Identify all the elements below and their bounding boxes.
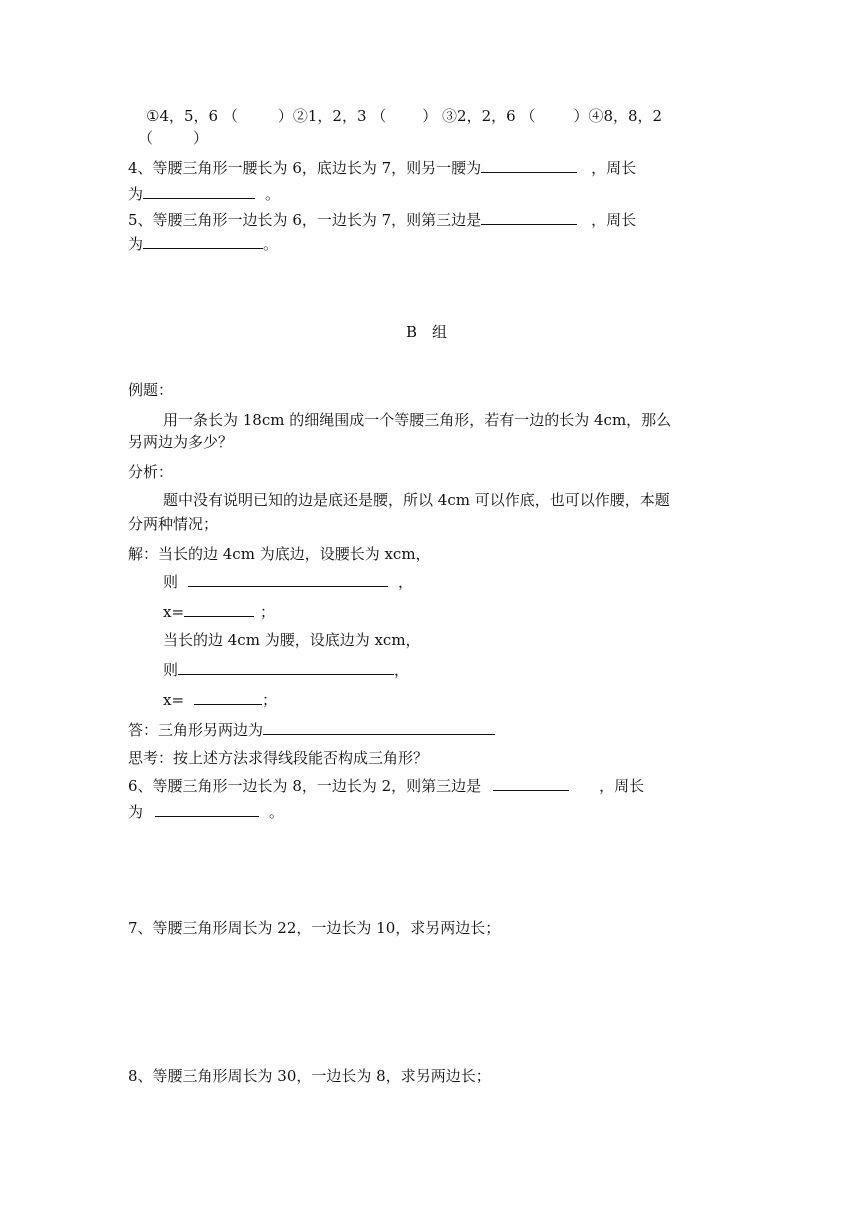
solution-text: 则 xyxy=(163,573,179,591)
answer-blank[interactable] xyxy=(143,234,263,249)
solution-x-2 xyxy=(163,690,277,710)
solution-text: x= xyxy=(163,691,185,709)
solution-text: 则 xyxy=(163,661,179,679)
options-row xyxy=(146,106,662,126)
question-text: ，周长 xyxy=(591,159,637,177)
equation-blank[interactable] xyxy=(188,572,388,587)
example-label: 例题： xyxy=(128,381,174,399)
question-8: 8、等腰三角形周长为 30，一边长为 8，求另两边长； xyxy=(128,1067,491,1085)
question-6 xyxy=(128,776,644,796)
answer-blank[interactable] xyxy=(481,158,577,173)
question-5-cont xyxy=(128,234,278,254)
x-blank[interactable] xyxy=(194,690,262,705)
question-text: 为 xyxy=(128,185,144,203)
question-text: 4、等腰三角形一腰长为 6，底边长为 7，则另一腰为 xyxy=(128,159,482,177)
answer-blank[interactable] xyxy=(155,802,259,817)
solution-text: ； xyxy=(262,691,278,709)
option-text: ①4，5，6 （ xyxy=(146,107,238,125)
think-line: 思考：按上述方法求得线段能否构成三角形？ xyxy=(128,749,429,767)
option-text: ）④8，8，2 xyxy=(573,107,663,125)
question-text: 。 xyxy=(269,803,285,821)
section-heading: B 组 xyxy=(406,323,448,341)
solution-text: ； xyxy=(260,603,276,621)
x-blank[interactable] xyxy=(184,602,254,617)
question-text: ，周长 xyxy=(599,777,645,795)
example-text: 用一条长为 18cm 的细绳围成一个等腰三角形，若有一边的长为 4cm，那么 xyxy=(163,411,672,429)
question-4-cont xyxy=(128,184,280,204)
question-5 xyxy=(128,210,636,230)
answer-blank[interactable] xyxy=(263,720,495,735)
solution-text: x= xyxy=(163,603,185,621)
question-text: 为 xyxy=(128,235,144,253)
solution-line: 解：当长的边 4cm 为底边，设腰长为 xcm， xyxy=(128,545,431,563)
solution-x-1 xyxy=(163,602,275,622)
question-text: 为 xyxy=(128,803,144,821)
option-paren: （ xyxy=(138,129,154,147)
analysis-label: 分析： xyxy=(128,463,174,481)
answer-text: 答：三角形另两边为 xyxy=(128,721,264,739)
solution-text: ， xyxy=(398,573,414,591)
options-row-wrap xyxy=(138,128,208,148)
example-text-cont: 另两边为多少？ xyxy=(128,433,234,451)
analysis-text-cont: 分两种情况； xyxy=(128,515,219,533)
question-text: ，周长 xyxy=(591,211,637,229)
question-6-cont xyxy=(128,802,284,822)
question-text: 6、等腰三角形一边长为 8，一边长为 2，则第三边是 xyxy=(128,777,482,795)
answer-line xyxy=(128,720,495,740)
question-4 xyxy=(128,158,636,178)
option-text: ） ③2，2，6 （ xyxy=(422,107,536,125)
answer-blank[interactable] xyxy=(143,184,255,199)
solution-equation-1 xyxy=(163,572,413,592)
solution-line-2: 当长的边 4cm 为腰，设底边为 xcm， xyxy=(163,631,421,649)
option-paren: ） xyxy=(193,129,209,147)
analysis-text: 题中没有说明已知的边是底还是腰，所以 4cm 可以作底，也可以作腰，本题 xyxy=(163,491,670,509)
solution-text: ， xyxy=(394,661,410,679)
solution-equation-2 xyxy=(163,660,409,680)
question-text: 5、等腰三角形一边长为 6，一边长为 7，则第三边是 xyxy=(128,211,482,229)
question-text: 。 xyxy=(263,235,279,253)
equation-blank[interactable] xyxy=(178,660,394,675)
answer-blank[interactable] xyxy=(481,210,577,225)
question-7: 7、等腰三角形周长为 22，一边长为 10，求另两边长； xyxy=(128,919,501,937)
option-text: ）②1，2，3 （ xyxy=(277,107,387,125)
question-text: 。 xyxy=(265,185,281,203)
answer-blank[interactable] xyxy=(493,776,569,791)
